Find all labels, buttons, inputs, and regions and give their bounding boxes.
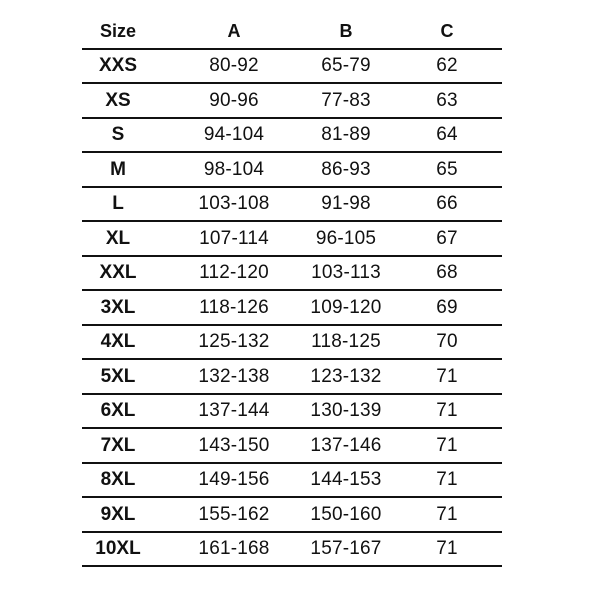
size-cell: M bbox=[110, 158, 126, 180]
size-cell: 10XL bbox=[95, 538, 141, 560]
a-cell: 155-162 bbox=[198, 503, 270, 525]
c-cell: 71 bbox=[436, 538, 458, 560]
c-cell: 71 bbox=[436, 365, 458, 387]
table-row bbox=[82, 429, 502, 464]
b-cell: 157-167 bbox=[310, 538, 382, 560]
a-cell: 112-120 bbox=[199, 262, 269, 284]
header-b: B bbox=[339, 21, 353, 42]
table-row bbox=[82, 50, 502, 85]
c-cell: 66 bbox=[436, 193, 458, 215]
c-cell: 70 bbox=[436, 331, 458, 353]
a-cell: 149-156 bbox=[198, 469, 270, 491]
c-cell: 71 bbox=[436, 469, 458, 491]
table-row bbox=[82, 222, 502, 257]
b-cell: 103-113 bbox=[311, 262, 381, 284]
c-cell: 65 bbox=[436, 158, 458, 180]
a-cell: 98-104 bbox=[203, 158, 265, 180]
table-row bbox=[82, 153, 502, 188]
a-cell: 103-108 bbox=[198, 193, 270, 215]
b-cell: 81-89 bbox=[321, 124, 371, 146]
table-row bbox=[82, 498, 502, 533]
c-cell: 69 bbox=[436, 296, 458, 318]
table-row bbox=[82, 188, 502, 223]
size-cell: S bbox=[111, 124, 125, 146]
table-row bbox=[82, 257, 502, 292]
size-cell: 4XL bbox=[100, 331, 136, 353]
b-cell: 123-132 bbox=[310, 365, 382, 387]
size-cell: XL bbox=[105, 227, 131, 249]
c-cell: 68 bbox=[436, 262, 458, 284]
size-cell: 9XL bbox=[100, 503, 136, 525]
c-cell: 71 bbox=[436, 503, 458, 525]
b-cell: 96-105 bbox=[315, 227, 377, 249]
a-cell: 90-96 bbox=[209, 89, 259, 111]
c-cell: 71 bbox=[436, 400, 458, 422]
b-cell: 144-153 bbox=[310, 469, 382, 491]
a-cell: 132-138 bbox=[198, 365, 270, 387]
size-cell: 6XL bbox=[100, 400, 136, 422]
b-cell: 91-98 bbox=[321, 193, 371, 215]
b-cell: 130-139 bbox=[310, 400, 382, 422]
b-cell: 118-125 bbox=[311, 331, 381, 353]
c-cell: 63 bbox=[436, 89, 458, 111]
a-cell: 143-150 bbox=[198, 434, 270, 456]
table-row bbox=[82, 533, 502, 568]
size-chart-table bbox=[82, 15, 502, 567]
size-cell: XS bbox=[105, 89, 131, 111]
c-cell: 67 bbox=[436, 227, 458, 249]
b-cell: 86-93 bbox=[321, 158, 371, 180]
table-row bbox=[82, 84, 502, 119]
table-row bbox=[82, 119, 502, 154]
size-cell: 7XL bbox=[100, 434, 136, 456]
c-cell: 64 bbox=[436, 124, 458, 146]
table-row bbox=[82, 395, 502, 430]
size-cell: L bbox=[112, 193, 124, 215]
size-cell: 3XL bbox=[100, 296, 136, 318]
size-cell: 5XL bbox=[100, 365, 136, 387]
table-row bbox=[82, 291, 502, 326]
table-row bbox=[82, 360, 502, 395]
a-cell: 125-132 bbox=[198, 331, 270, 353]
c-cell: 62 bbox=[436, 55, 458, 77]
a-cell: 107-114 bbox=[199, 227, 269, 249]
a-cell: 118-126 bbox=[199, 296, 269, 318]
a-cell: 161-168 bbox=[198, 538, 270, 560]
a-cell: 94-104 bbox=[203, 124, 265, 146]
b-cell: 150-160 bbox=[310, 503, 382, 525]
b-cell: 137-146 bbox=[310, 434, 382, 456]
b-cell: 65-79 bbox=[321, 55, 371, 77]
a-cell: 137-144 bbox=[198, 400, 270, 422]
size-cell: XXS bbox=[98, 55, 138, 77]
header-c: C bbox=[440, 21, 454, 42]
table-row bbox=[82, 464, 502, 499]
b-cell: 109-120 bbox=[310, 296, 382, 318]
size-cell: XXL bbox=[99, 262, 137, 284]
table-row bbox=[82, 326, 502, 361]
b-cell: 77-83 bbox=[321, 89, 371, 111]
a-cell: 80-92 bbox=[209, 55, 259, 77]
header-a: A bbox=[227, 21, 241, 42]
c-cell: 71 bbox=[436, 434, 458, 456]
header-size: Size bbox=[99, 21, 137, 42]
table-header-row bbox=[82, 15, 502, 50]
size-cell: 8XL bbox=[100, 469, 136, 491]
